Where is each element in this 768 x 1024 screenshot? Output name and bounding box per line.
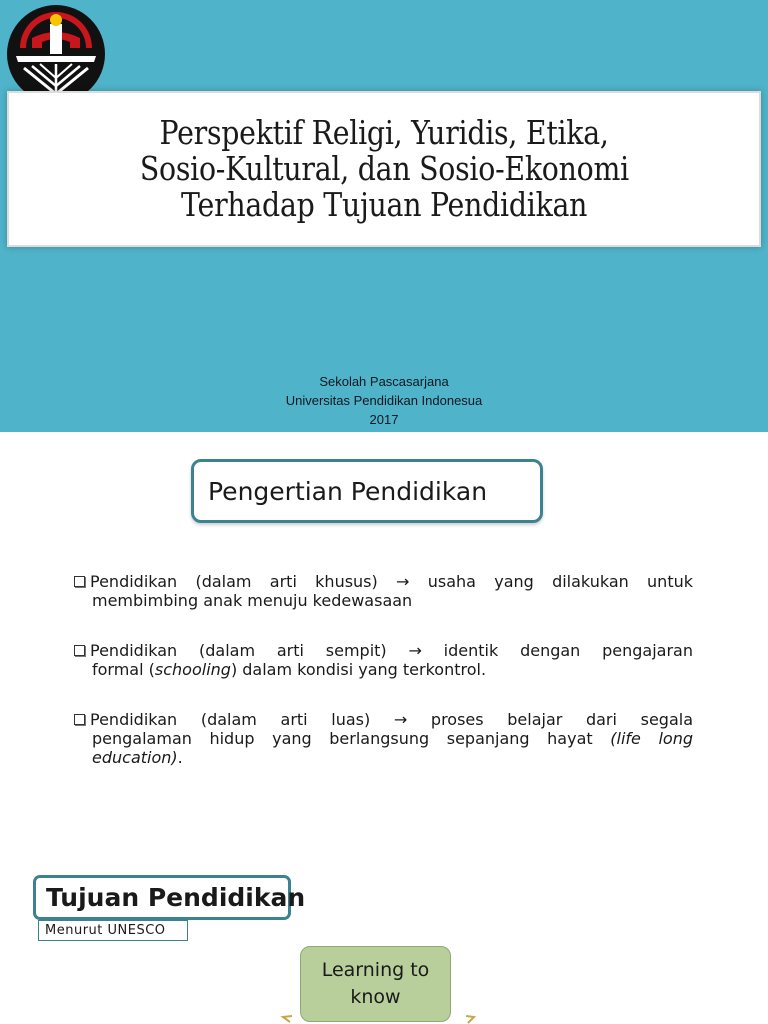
bullet-text: formal ( xyxy=(92,660,155,679)
subtitle-university: Universitas Pendidikan Indonesua xyxy=(285,393,483,408)
bullet-item-sempit xyxy=(74,641,693,679)
bullet-text: Pendidikan (dalam arti sempit) → identik dengan pengajaran xyxy=(90,641,693,660)
content-slide xyxy=(0,432,768,1024)
learning-box-label: Learning to know xyxy=(321,959,430,1008)
title-line-2: Sosio-Kultural, dan Sosio-Ekonomi xyxy=(139,149,629,188)
bullet-text: Pendidikan (dalam arti khusus) → usaha yang dilakukan untuk xyxy=(90,572,693,591)
bullet-text: Pendidikan (dalam arti luas) → proses belajar dari segala xyxy=(90,710,693,729)
checkbox-bullet-icon xyxy=(74,645,85,656)
title-line-3: Terhadap Tujuan Pendidikan xyxy=(180,185,588,224)
bullet-text: membimbing anak menuju kedewasaan xyxy=(92,591,413,610)
bullet-text: . xyxy=(177,748,183,767)
diagram-arrows xyxy=(0,992,768,1024)
university-logo-icon xyxy=(6,4,106,104)
subtitle-year: 2017 xyxy=(369,412,399,427)
bullet-text-italic: education) xyxy=(92,748,178,767)
arrow-left-icon xyxy=(283,1016,292,1022)
arrow-right-icon xyxy=(466,1016,474,1023)
subtitle-school: Sekolah Pascasarjana xyxy=(319,374,449,389)
bullet-item-khusus xyxy=(74,572,693,610)
bullet-text-italic: (life long xyxy=(610,729,693,748)
bullet-item-luas xyxy=(74,710,693,767)
source-label: Menurut UNESCO xyxy=(38,920,188,941)
tujuan-heading: Tujuan Pendidikan xyxy=(33,875,291,920)
title-line-1: Perspektif Religi, Yuridis, Etika, xyxy=(159,113,609,152)
title-box xyxy=(7,91,761,247)
bullet-text-italic: schooling xyxy=(154,660,231,679)
bullet-text: pengalaman hidup yang berlangsung sepanjang hayat xyxy=(92,729,611,748)
section-heading: Pengertian Pendidikan xyxy=(191,459,543,523)
bullet-text: ) dalam kondisi yang terkontrol. xyxy=(230,660,487,679)
title-slide xyxy=(0,0,768,432)
checkbox-bullet-icon xyxy=(74,576,85,587)
checkbox-bullet-icon xyxy=(74,714,85,725)
subtitle xyxy=(0,372,768,429)
